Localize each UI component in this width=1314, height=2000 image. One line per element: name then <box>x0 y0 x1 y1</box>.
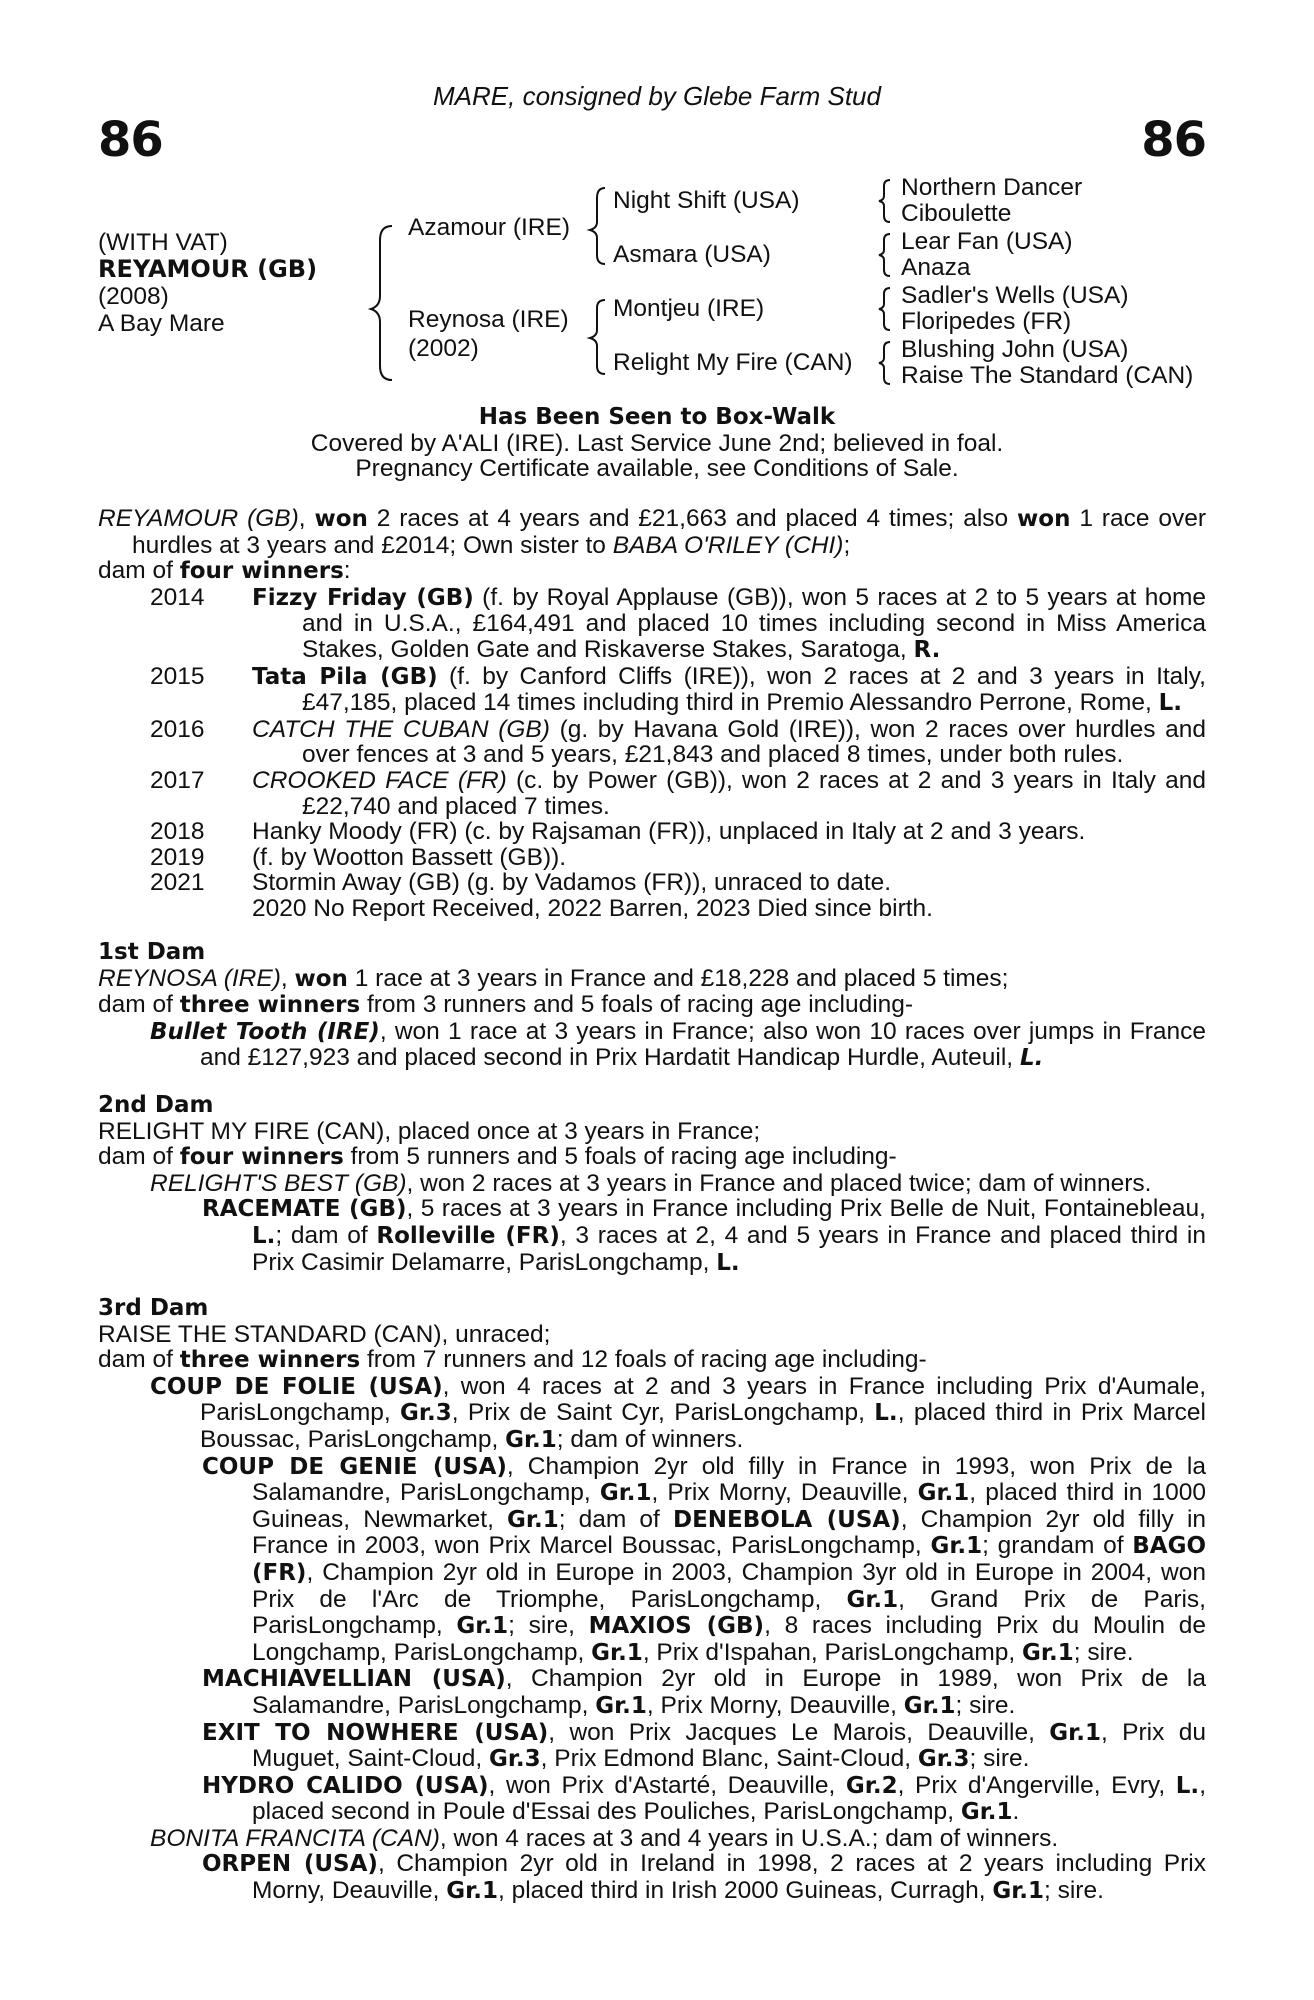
second-dam-line: RELIGHT MY FIRE (CAN), placed once at 3 years in France; <box>98 1117 761 1145</box>
first-dam-winners: three winners <box>179 992 361 1019</box>
mach-g1b: Gr.1 <box>903 1692 956 1719</box>
dam-of-line <box>98 558 1206 585</box>
rolleville-name: Rolleville (FR) <box>376 1222 560 1249</box>
second-dam-entry-2 <box>202 1196 1206 1276</box>
colon-text: : <box>343 557 351 585</box>
produce-text <box>252 768 1206 819</box>
produce-row <box>98 845 1206 871</box>
pedigree-g3: Lear Fan (USA) <box>901 228 1073 255</box>
bullet-tooth-name: Bullet Tooth (IRE) <box>150 1018 380 1045</box>
bf-a: , won 4 races at 3 and 4 years in U.S.A.; dam of winners. <box>439 1824 1059 1852</box>
cdg-a: , Champion 2yr old filly in France in 1993, won Prix de la Salamandre, ParisLongchamp, <box>252 1452 1207 1507</box>
consignment-line: MARE, consigned by Glebe Farm Stud <box>433 81 881 111</box>
pedigree-g1: Northern Dancer <box>901 174 1083 201</box>
first-dam-text-2: from 3 runners and 5 foals of racing age including- <box>360 991 914 1019</box>
pedigree-dam: Reynosa (IRE) <box>408 306 569 333</box>
relights-best-name: RELIGHT'S BEST (GB) <box>150 1169 407 1197</box>
notice-title: Has Been Seen to Box-Walk <box>478 404 836 430</box>
first-dam-dam-of <box>98 992 1206 1019</box>
exit-to-nowhere-entry <box>202 1720 1206 1773</box>
hc-c: , placed second in Poule d'Essai des Pouliches, ParisLongchamp, <box>252 1771 1206 1826</box>
orpen-b: , placed third in Irish 2000 Guineas, Curragh, <box>497 1877 993 1905</box>
hc-d: . <box>1012 1798 1020 1826</box>
produce-tail: R. <box>913 636 941 663</box>
horse-description: A Bay Mare <box>98 310 225 337</box>
vat-label: (WITH VAT) <box>98 229 228 256</box>
pedigree-g7: Blushing John (USA) <box>901 336 1129 363</box>
first-dam-won: won <box>294 965 348 992</box>
hc-g2: Gr.2 <box>845 1772 898 1799</box>
cdg-g1h: Gr.1 <box>1022 1639 1074 1666</box>
cdf-g1: Gr.1 <box>505 1426 557 1453</box>
produce-text <box>252 664 1206 717</box>
won-label-2: won <box>1017 506 1071 532</box>
pedigree-dam-dam: Relight My Fire (CAN) <box>613 349 853 376</box>
produce-row <box>98 870 1206 896</box>
denebola-name: DENEBOLA (USA) <box>673 1506 901 1533</box>
cdf-b: , Prix de Saint Cyr, ParisLongchamp, <box>451 1399 875 1427</box>
produce-year: 2021 <box>150 869 205 897</box>
produce-list <box>98 585 1206 896</box>
produce-body: (g. by Havana Gold (IRE)), won 2 races over hurdles and over fences at 3 and 5 years, £21,843 and placed 8 times, under both rules. <box>302 715 1206 769</box>
race-record-name: REYAMOUR (GB) <box>98 505 299 532</box>
bago-name: BAGO (FR) <box>252 1533 1206 1586</box>
brace-g34 <box>879 234 890 276</box>
coup-de-genie-entry <box>202 1454 1206 1667</box>
second-dam-block <box>98 1093 1206 1276</box>
produce-body: Hanky Moody (FR) (c. by Rajsaman (FR)), unplaced in Italy at 2 and 3 years. <box>252 818 1086 846</box>
third-dam-dam-of <box>98 1347 1206 1374</box>
winners-count: four winners <box>179 558 344 585</box>
produce-body: (f. by Royal Applause (GB)), won 5 races at 2 to 5 years at home and in U.S.A., £164,491 and placed 10 times including second in Miss America Stakes, Golden Gate and Riskaverse Stakes, Saratoga, <box>302 583 1206 663</box>
race-record-text-1: 2 races at 4 years and £21,663 and placed 4 times; also <box>367 505 1018 532</box>
third-dam-text-2: from 7 runners and 12 foals of racing age including- <box>360 1346 927 1374</box>
sire-brace <box>590 188 605 264</box>
etn-c: , Prix Edmond Blanc, Saint-Cloud, <box>540 1745 918 1773</box>
cdf-c: , placed third in Prix Marcel Boussac, ParisLongchamp, <box>200 1399 1206 1453</box>
first-dam-text: 1 race at 3 years in France and £18,228 and placed 5 times; <box>347 964 1009 992</box>
bullet-tooth-text: , won 1 race at 3 years in France; also won 10 races over jumps in France and £127,923 and placed second in Prix Hardatit Handicap Hurdle, Auteuil, <box>200 1017 1206 1072</box>
produce-row <box>98 585 1206 664</box>
second-dam-winners: four winners <box>179 1144 344 1171</box>
main-brace <box>371 226 392 380</box>
orpen-name: ORPEN (USA) <box>202 1851 378 1878</box>
racemate-text-1: , 5 races at 3 years in France including Prix Belle de Nuit, Fontainebleau, <box>406 1195 1206 1223</box>
orpen-a: , Champion 2yr old in Ireland in 1998, 2 races at 2 years including Prix Morny, Deauville, <box>252 1850 1206 1905</box>
produce-name: Tata Pila (GB) <box>252 663 438 690</box>
produce-name: CROOKED FACE (FR) <box>252 766 507 794</box>
first-dam-name: REYNOSA (IRE) <box>98 964 281 992</box>
orpen-c: ; sire. <box>1044 1877 1104 1905</box>
machiavellian-entry <box>202 1666 1206 1719</box>
won-label: won <box>314 506 368 532</box>
third-dam-line: RAISE THE STANDARD (CAN), unraced; <box>98 1320 551 1348</box>
cdg-g1a: Gr.1 <box>599 1480 652 1507</box>
second-dam-entry-1 <box>150 1171 1206 1197</box>
hc-listed: L. <box>1175 1772 1200 1799</box>
third-dam-dam-of-text: dam of <box>98 1346 180 1374</box>
etn-g1: Gr.1 <box>1049 1719 1101 1746</box>
hc-a: , won Prix d'Astarté, Deauville, <box>488 1771 846 1799</box>
cdg-d: ; dam of <box>558 1505 673 1533</box>
etn-g3b: Gr.3 <box>917 1746 970 1773</box>
third-dam-block <box>98 1296 1206 1905</box>
produce-text <box>252 585 1206 664</box>
produce-name: Fizzy Friday (GB) <box>252 584 474 611</box>
first-dam-dam-of-text: dam of <box>98 991 180 1019</box>
cdg-b: , Prix Morny, Deauville, <box>651 1479 918 1507</box>
pedigree-sire: Azamour (IRE) <box>408 214 571 241</box>
produce-year: 2019 <box>150 843 205 871</box>
produce-body: (f. by Wootton Bassett (GB)). <box>252 843 567 871</box>
produce-year: 2015 <box>150 662 205 690</box>
orpen-g1a: Gr.1 <box>446 1878 498 1905</box>
first-dam-block <box>98 940 1206 1072</box>
produce-body: (c. by Power (GB)), won 2 races at 2 and 3 years in Italy and £22,740 and placed 7 times. <box>302 766 1206 820</box>
bullet-tooth-listed: L. <box>1019 1045 1044 1072</box>
race-record: REYAMOUR (GB), won 2 races at 4 years and £21,663 and placed 4 times; also won 1 race over hurdles at 3 years and £2014; Own sister to BABA O'RILEY (CHI); <box>98 505 1206 559</box>
racemate-listed: L. <box>252 1222 276 1249</box>
brace-g12 <box>879 180 890 222</box>
pedigree-dam-sire: Montjeu (IRE) <box>613 295 765 322</box>
maxios-name: MAXIOS (GB) <box>588 1613 765 1640</box>
brace-g78 <box>879 342 890 384</box>
cdg-g1e: Gr.1 <box>846 1586 899 1613</box>
cdg-g1b: Gr.1 <box>917 1480 970 1507</box>
coup-de-genie-name: COUP DE GENIE (USA) <box>202 1453 507 1480</box>
machiavellian-name: MACHIAVELLIAN (USA) <box>202 1666 506 1693</box>
produce-row <box>98 664 1206 717</box>
dam-of-text: dam of <box>98 557 180 585</box>
race-record-text-3: ; <box>843 531 851 559</box>
horse-name: REYAMOUR (GB) <box>98 255 318 283</box>
hc-g1: Gr.1 <box>960 1799 1013 1826</box>
pedigree-sire-sire: Night Shift (USA) <box>613 187 800 214</box>
cdg-j: , 8 races including Prix du Moulin de Longchamp, ParisLongchamp, <box>252 1612 1206 1666</box>
notice-line-2: Pregnancy Certificate available, see Conditions of Sale. <box>355 455 959 483</box>
second-dam-dam-of-text: dam of <box>98 1143 180 1171</box>
relights-best-text: , won 2 races at 3 years in France and placed twice; dam of winners. <box>406 1169 1152 1197</box>
orpen-g1b: Gr.1 <box>992 1878 1044 1905</box>
produce-row <box>98 819 1206 845</box>
coup-de-folie-name: COUP DE FOLIE (USA) <box>150 1373 443 1400</box>
race-record-text-2: 1 race over hurdles at 3 years and £2014; Own sister to <box>132 505 1206 559</box>
mach-c: ; sire. <box>955 1691 1016 1719</box>
orpen-entry <box>202 1851 1206 1904</box>
produce-year: 2018 <box>150 818 205 846</box>
etn-b: , Prix du Muguet, Saint-Cloud, <box>252 1718 1206 1773</box>
notice-block <box>0 405 1314 482</box>
cdg-e: , Champion 2yr old filly in France in 2003, won Prix Marcel Boussac, ParisLongchamp, <box>252 1505 1207 1560</box>
produce-row <box>98 717 1206 768</box>
cdg-h: , Grand Prix de Paris, ParisLongchamp, <box>252 1585 1206 1640</box>
cdg-g1c: Gr.1 <box>507 1506 559 1533</box>
etn-a: , won Prix Jacques Le Marois, Deauville, <box>548 1718 1050 1746</box>
second-dam-text-2: from 5 runners and 5 foals of racing age including- <box>343 1143 897 1171</box>
pedigree-g6: Floripedes (FR) <box>901 308 1072 335</box>
mach-g1a: Gr.1 <box>595 1692 647 1719</box>
coup-de-folie-entry <box>150 1374 1206 1454</box>
produce-body: (f. by Canford Cliffs (IRE)), won 2 races at 2 and 3 years in Italy, £47,185, placed 14 times including third in Premio Alessandro Perrone, Rome, <box>302 662 1206 717</box>
produce-text <box>252 717 1206 768</box>
produce-year: 2017 <box>150 766 205 794</box>
rolleville-listed: L. <box>716 1249 740 1276</box>
cdg-g1f: Gr.1 <box>456 1613 509 1640</box>
bonita-francita-entry <box>150 1826 1206 1852</box>
first-dam-entry-1 <box>150 1019 1206 1072</box>
second-dam-dam-of <box>98 1144 1206 1171</box>
first-dam-line: REYNOSA (IRE), won 1 race at 3 years in France and £18,228 and placed 5 times; <box>98 964 1009 992</box>
cdf-g3: Gr.3 <box>400 1400 452 1427</box>
produce-year: 2016 <box>150 715 205 743</box>
cdf-listed: L. <box>874 1400 898 1427</box>
pedigree-sire-dam: Asmara (USA) <box>613 241 771 268</box>
pedigree-g5: Sadler's Wells (USA) <box>901 282 1129 309</box>
pedigree-g8: Raise The Standard (CAN) <box>901 362 1194 389</box>
dam-brace <box>590 300 605 374</box>
third-dam-winners: three winners <box>179 1347 361 1374</box>
third-dam-heading: 3rd Dam <box>98 1295 209 1321</box>
produce-name: CATCH THE CUBAN (GB) <box>252 715 550 743</box>
etn-d: ; sire. <box>969 1745 1030 1773</box>
cdg-g1d: Gr.1 <box>930 1533 983 1560</box>
first-dam-heading: 1st Dam <box>98 939 206 965</box>
mach-a: , Champion 2yr old in Europe in 1989, won Prix de la Salamandre, ParisLongchamp, <box>252 1665 1206 1719</box>
lot-number-left: 86 <box>98 112 163 168</box>
cdf-a: , won 4 races at 2 and 3 years in France including Prix d'Aumale, ParisLongchamp, <box>200 1372 1207 1427</box>
cdg-g: , Champion 2yr old in Europe in 2003, Champion 3yr old in Europe in 2004, won Prix de l'Arc de Triomphe, ParisLongchamp, <box>252 1558 1206 1613</box>
produce-text <box>252 819 1206 845</box>
hydro-calido-entry <box>202 1773 1206 1826</box>
race-record-block <box>98 506 1206 922</box>
lot-number-right: 86 <box>1141 112 1206 168</box>
hc-b: , Prix d'Angerville, Evry, <box>897 1771 1176 1799</box>
produce-tail: L. <box>1158 690 1183 717</box>
cdg-c: , placed third in 1000 Guineas, Newmarket, <box>252 1479 1206 1533</box>
notice-line-1: Covered by A'ALI (IRE). Last Service June 2nd; believed in foal. <box>310 429 1004 457</box>
exit-to-nowhere-name: EXIT TO NOWHERE (USA) <box>202 1719 549 1746</box>
pedigree-g4: Anaza <box>901 254 971 281</box>
brace-g56 <box>879 288 890 330</box>
produce-text <box>252 845 1206 871</box>
produce-note: 2020 No Report Received, 2022 Barren, 2023 Died since birth. <box>252 894 933 922</box>
cdg-i: ; sire, <box>508 1612 589 1640</box>
racemate-text-2: ; dam of <box>275 1221 377 1249</box>
racemate-name: RACEMATE (GB) <box>202 1196 407 1223</box>
cdg-k: , Prix d'Ispahan, ParisLongchamp, <box>642 1638 1023 1666</box>
produce-year: 2014 <box>150 583 205 611</box>
mach-b: , Prix Morny, Deauville, <box>646 1691 904 1719</box>
bonita-francita-name: BONITA FRANCITA (CAN) <box>150 1824 440 1852</box>
cdf-d: ; dam of winners. <box>556 1425 744 1453</box>
horse-year: (2008) <box>98 283 169 310</box>
produce-body: Stormin Away (GB) (g. by Vadamos (FR)), unraced to date. <box>252 869 892 897</box>
racemate-text-3: , 3 races at 2, 4 and 5 years in France and placed third in Prix Casimir Delamarre, ParisLongchamp, <box>252 1221 1206 1276</box>
sister-name: BABA O'RILEY (CHI) <box>612 531 844 559</box>
second-dam-heading: 2nd Dam <box>98 1092 214 1118</box>
cdg-f: ; grandam of <box>982 1532 1133 1560</box>
produce-text <box>252 870 1206 896</box>
hydro-calido-name: HYDRO CALIDO (USA) <box>202 1772 489 1799</box>
produce-row <box>98 768 1206 819</box>
cdg-l: ; sire. <box>1073 1638 1134 1666</box>
pedigree-g2: Ciboulette <box>901 200 1012 227</box>
cdg-g1g: Gr.1 <box>591 1639 643 1666</box>
etn-g3a: Gr.3 <box>488 1746 541 1773</box>
pedigree-dam-year: (2002) <box>408 335 479 362</box>
